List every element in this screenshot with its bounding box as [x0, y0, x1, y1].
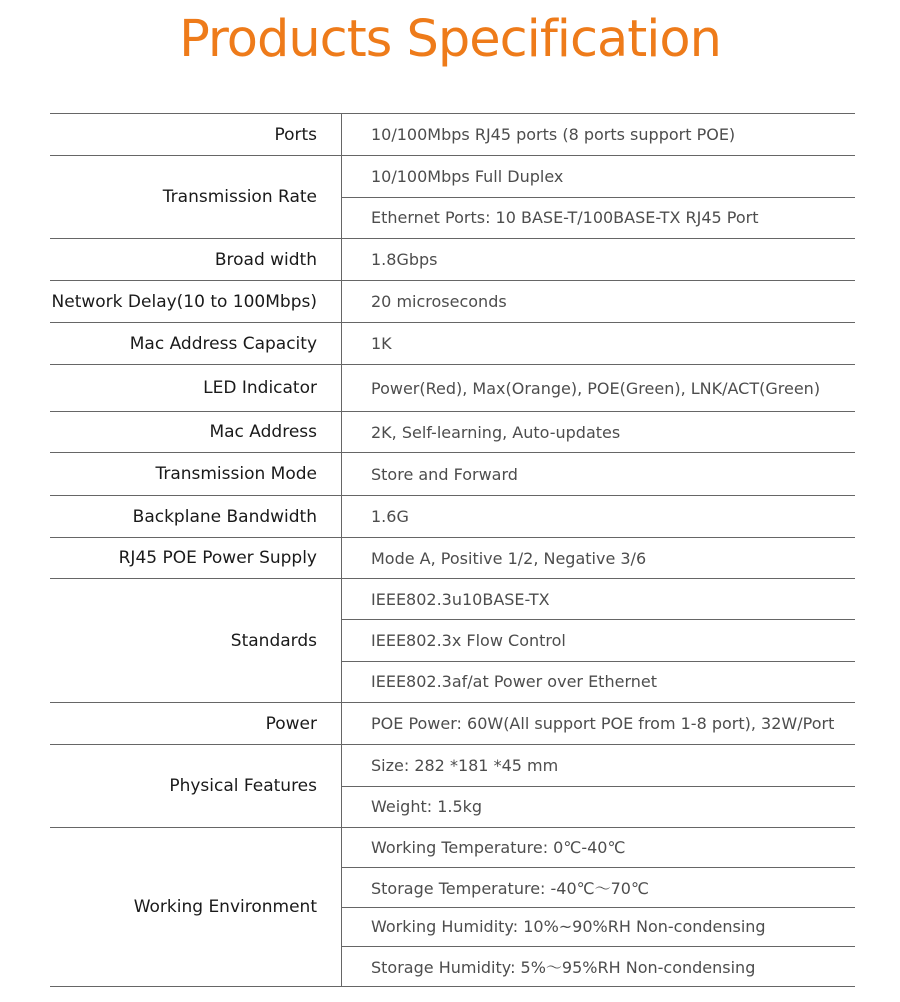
spec-value: 1.8Gbps — [371, 250, 438, 269]
spec-row — [50, 453, 855, 496]
spec-values — [342, 114, 855, 155]
spec-values — [342, 496, 855, 537]
spec-label: Working Environment — [50, 828, 342, 986]
spec-label: Network Delay(10 to 100Mbps) — [50, 281, 342, 322]
spec-value: Mode A, Positive 1/2, Negative 3/6 — [371, 548, 647, 568]
spec-values — [342, 453, 855, 495]
spec-row — [50, 281, 855, 323]
spec-label: Standards — [50, 579, 342, 702]
spec-value: 1.6G — [371, 507, 409, 526]
spec-row — [50, 412, 855, 453]
spec-value: Storage Humidity: 5%～95%RH Non-condensing — [371, 958, 756, 978]
spec-values — [342, 323, 855, 364]
page-title: Products Specification — [179, 10, 721, 69]
spec-value: 2K, Self-learning, Auto-updates — [371, 422, 621, 442]
spec-label: Transmission Mode — [50, 453, 342, 495]
spec-row — [50, 745, 855, 828]
spec-value: Working Humidity: 10%~90%RH Non-condensing — [342, 908, 855, 948]
spec-label: Mac Address — [50, 412, 342, 452]
spec-values — [342, 156, 855, 238]
spec-values — [342, 281, 855, 322]
spec-values — [342, 412, 855, 452]
spec-label: RJ45 POE Power Supply — [50, 538, 342, 578]
spec-value: Store and Forward — [371, 464, 518, 484]
spec-values — [342, 745, 855, 827]
spec-label: Ports — [50, 114, 342, 155]
spec-row — [50, 323, 855, 365]
spec-row — [50, 828, 855, 987]
spec-value: 10/100Mbps Full Duplex — [342, 156, 855, 198]
spec-value: Storage Temperature: -40℃～70℃ — [342, 868, 855, 908]
spec-row — [50, 496, 855, 538]
spec-label: LED Indicator — [50, 365, 342, 411]
spec-values — [342, 239, 855, 280]
spec-row — [50, 239, 855, 281]
spec-label: Backplane Bandwidth — [50, 496, 342, 537]
spec-value: 20 microseconds — [371, 292, 507, 311]
spec-value: 10/100Mbps RJ45 ports (8 ports support POE) — [371, 125, 736, 144]
spec-value: Working Temperature: 0℃-40℃ — [342, 828, 855, 868]
spec-value: Weight: 1.5kg — [371, 797, 483, 817]
spec-values — [342, 703, 855, 744]
spec-label: Mac Address Capacity — [50, 323, 342, 364]
spec-row — [50, 365, 855, 412]
spec-value: Ethernet Ports: 10 BASE-T/100BASE-TX RJ45 Port — [371, 208, 759, 228]
spec-row — [50, 114, 855, 156]
spec-value: IEEE802.3x Flow Control — [342, 620, 855, 661]
spec-value: IEEE802.3u10BASE-TX — [342, 579, 855, 620]
spec-row — [50, 538, 855, 579]
spec-values — [342, 365, 855, 411]
spec-values — [342, 579, 855, 702]
spec-label: Physical Features — [50, 745, 342, 827]
spec-row — [50, 703, 855, 745]
spec-value: IEEE802.3af/at Power over Ethernet — [371, 672, 657, 692]
spec-value: POE Power: 60W(All support POE from 1-8 port), 32W/Port — [371, 714, 835, 733]
spec-table — [50, 113, 855, 987]
spec-label: Power — [50, 703, 342, 744]
spec-label: Broad width — [50, 239, 342, 280]
spec-row — [50, 579, 855, 703]
spec-value: 1K — [371, 334, 392, 353]
spec-value: Size: 282 *181 *45 mm — [342, 745, 855, 787]
spec-row — [50, 156, 855, 239]
spec-label: Transmission Rate — [50, 156, 342, 238]
spec-values — [342, 828, 855, 986]
spec-value: Power(Red), Max(Orange), POE(Green), LNK/ACT(Green) — [371, 378, 821, 398]
spec-values — [342, 538, 855, 578]
